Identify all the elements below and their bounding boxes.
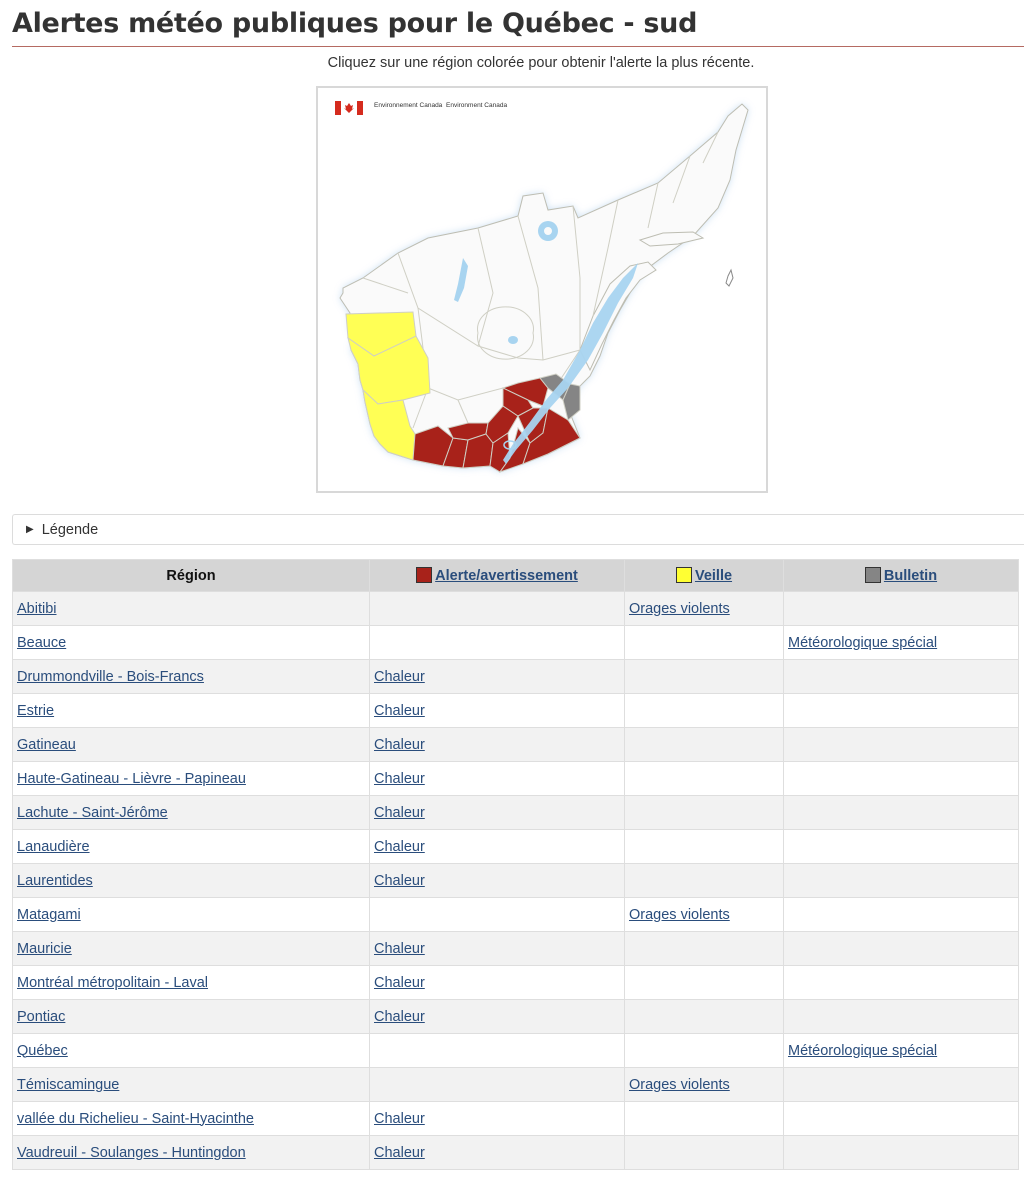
- warning-alert-link[interactable]: Chaleur: [374, 940, 425, 957]
- table-row: [13, 1102, 1019, 1136]
- cell-statement: [784, 898, 1019, 932]
- cell-warning: [370, 1034, 625, 1068]
- cell-watch: [625, 1136, 784, 1170]
- cell-statement: [784, 694, 1019, 728]
- cell-watch: [625, 966, 784, 1000]
- warning-swatch: [416, 567, 432, 583]
- logo-text-fr: Environnement Canada: [374, 102, 443, 109]
- warning-alert-link[interactable]: Chaleur: [374, 804, 425, 821]
- region-link[interactable]: Drummondville - Bois-Francs: [17, 668, 204, 685]
- alerts-table-body: [13, 592, 1019, 1170]
- region-link[interactable]: Mauricie: [17, 940, 72, 957]
- expand-triangle-icon: ▶: [26, 524, 34, 535]
- page-title: Alertes météo publiques pour le Québec - sud: [12, 8, 698, 39]
- legend-label: Légende: [41, 521, 99, 538]
- col-statement-header[interactable]: [784, 560, 1019, 592]
- cell-region: [13, 1068, 370, 1102]
- alert-map-svg: [318, 88, 766, 491]
- cell-warning: [370, 626, 625, 660]
- cell-region: [13, 830, 370, 864]
- statement-sort-link[interactable]: Bulletin: [883, 568, 938, 584]
- warning-alert-link[interactable]: Chaleur: [374, 974, 425, 991]
- lake-st-jean: [508, 336, 518, 344]
- col-region-header: Région: [13, 560, 370, 592]
- table-row: [13, 796, 1019, 830]
- table-row: [13, 694, 1019, 728]
- cell-region: [13, 864, 370, 898]
- cell-statement: [784, 1068, 1019, 1102]
- cell-region: [13, 694, 370, 728]
- warning-sort-link[interactable]: Alerte/avertissement: [435, 568, 578, 584]
- cell-watch: [625, 864, 784, 898]
- statement-swatch: [865, 567, 881, 583]
- table-row: [13, 762, 1019, 796]
- watch-sort-link[interactable]: Veille: [694, 568, 733, 584]
- cell-watch: [625, 1102, 784, 1136]
- cell-warning: [370, 592, 625, 626]
- table-row: [13, 1136, 1019, 1170]
- region-link[interactable]: Gatineau: [17, 736, 76, 753]
- cell-warning: [370, 796, 625, 830]
- cell-warning: [370, 830, 625, 864]
- logo-text-en: Environment Canada: [446, 102, 508, 109]
- cell-warning: [370, 864, 625, 898]
- cell-watch: [625, 1000, 784, 1034]
- cell-region: [13, 592, 370, 626]
- cell-watch: [625, 932, 784, 966]
- cell-watch: [625, 694, 784, 728]
- table-row: [13, 592, 1019, 626]
- cell-region: [13, 1034, 370, 1068]
- cell-region: [13, 932, 370, 966]
- cell-statement: [784, 626, 1019, 660]
- warning-alert-link[interactable]: Chaleur: [374, 872, 425, 889]
- watch-swatch: [676, 567, 692, 583]
- table-row: [13, 966, 1019, 1000]
- flag-left-band: [335, 101, 341, 115]
- table-row: [13, 1000, 1019, 1034]
- warning-alert-link[interactable]: Chaleur: [374, 1008, 425, 1025]
- cell-statement: [784, 830, 1019, 864]
- watch-alert-link[interactable]: Orages violents: [629, 906, 730, 923]
- region-link[interactable]: Abitibi: [17, 600, 57, 617]
- cell-statement: [784, 1102, 1019, 1136]
- cell-warning: [370, 1000, 625, 1034]
- cell-statement: [784, 660, 1019, 694]
- cell-statement: [784, 966, 1019, 1000]
- warning-alert-link[interactable]: Chaleur: [374, 1110, 425, 1127]
- cell-statement: [784, 592, 1019, 626]
- warning-alert-link[interactable]: Chaleur: [374, 668, 425, 685]
- table-row: [13, 830, 1019, 864]
- statement-alert-link[interactable]: Météorologique spécial: [788, 1042, 938, 1059]
- cell-region: [13, 966, 370, 1000]
- region-link[interactable]: Estrie: [17, 702, 55, 719]
- cell-warning: [370, 932, 625, 966]
- cell-region: [13, 1136, 370, 1170]
- region-link[interactable]: Québec: [17, 1042, 68, 1059]
- region-link[interactable]: Lanaudière: [17, 838, 90, 855]
- warning-alert-link[interactable]: Chaleur: [374, 770, 425, 787]
- alerts-table: [12, 559, 1019, 1170]
- cell-warning: [370, 1068, 625, 1102]
- cell-statement: [784, 1034, 1019, 1068]
- flag-right-band: [357, 101, 363, 115]
- cell-statement: [784, 932, 1019, 966]
- cell-watch: [625, 796, 784, 830]
- region-link[interactable]: Lachute - Saint-Jérôme: [17, 804, 168, 821]
- region-link[interactable]: Montréal métropolitain - Laval: [17, 974, 209, 991]
- environment-canada-logo: [335, 101, 507, 115]
- cell-watch: [625, 1068, 784, 1102]
- region-link[interactable]: vallée du Richelieu - Saint-Hyacinthe: [17, 1110, 254, 1127]
- warning-alert-link[interactable]: Chaleur: [374, 838, 425, 855]
- table-row: [13, 660, 1019, 694]
- region-link[interactable]: Pontiac: [17, 1008, 66, 1025]
- cell-warning: [370, 660, 625, 694]
- cell-warning: [370, 898, 625, 932]
- cell-watch: [625, 830, 784, 864]
- cell-warning: [370, 1102, 625, 1136]
- region-link[interactable]: Matagami: [17, 906, 81, 923]
- table-row: [13, 864, 1019, 898]
- region-link[interactable]: Vaudreuil - Soulanges - Huntingdon: [17, 1144, 246, 1161]
- cell-statement: [784, 864, 1019, 898]
- alert-map: [316, 86, 768, 493]
- table-row: [13, 626, 1019, 660]
- title-divider: [12, 46, 1024, 47]
- cell-watch: [625, 762, 784, 796]
- cell-warning: [370, 762, 625, 796]
- watch-alert-link[interactable]: Orages violents: [629, 1076, 730, 1093]
- watch-alert-link[interactable]: Orages violents: [629, 600, 730, 617]
- table-row: [13, 1034, 1019, 1068]
- cell-statement: [784, 728, 1019, 762]
- region-link[interactable]: Beauce: [17, 634, 67, 651]
- table-row: [13, 932, 1019, 966]
- table-row: [13, 1068, 1019, 1102]
- cell-region: [13, 728, 370, 762]
- region-link[interactable]: Laurentides: [17, 872, 93, 889]
- cell-statement: [784, 796, 1019, 830]
- col-watch-header[interactable]: [625, 560, 784, 592]
- warning-alert-link[interactable]: Chaleur: [374, 736, 425, 753]
- table-header-row: [13, 560, 1019, 592]
- cell-region: [13, 762, 370, 796]
- cell-region: [13, 1000, 370, 1034]
- cell-watch: [625, 660, 784, 694]
- cell-region: [13, 898, 370, 932]
- cell-region: [13, 1102, 370, 1136]
- warning-alert-link[interactable]: Chaleur: [374, 1144, 425, 1161]
- cell-statement: [784, 762, 1019, 796]
- legend-toggle[interactable]: [12, 514, 1024, 545]
- statement-alert-link[interactable]: Météorologique spécial: [788, 634, 938, 651]
- map-instructions: Cliquez sur une région colorée pour obtenir l'alerte la plus récente.: [327, 55, 755, 71]
- cell-watch: [625, 728, 784, 762]
- cell-statement: [784, 1000, 1019, 1034]
- cell-warning: [370, 728, 625, 762]
- cell-watch: [625, 1034, 784, 1068]
- cell-warning: [370, 694, 625, 728]
- cell-watch: [625, 626, 784, 660]
- cell-warning: [370, 1136, 625, 1170]
- table-row: [13, 898, 1019, 932]
- region-link[interactable]: Témiscamingue: [17, 1076, 120, 1093]
- magdalen-islands: [726, 270, 733, 286]
- cell-watch: [625, 592, 784, 626]
- col-warning-header[interactable]: [370, 560, 625, 592]
- cell-watch: [625, 898, 784, 932]
- table-row: [13, 728, 1019, 762]
- cell-region: [13, 796, 370, 830]
- warning-alert-link[interactable]: Chaleur: [374, 702, 425, 719]
- cell-warning: [370, 966, 625, 1000]
- cell-statement: [784, 1136, 1019, 1170]
- cell-region: [13, 660, 370, 694]
- cell-region: [13, 626, 370, 660]
- region-link[interactable]: Haute-Gatineau - Lièvre - Papineau: [17, 770, 246, 787]
